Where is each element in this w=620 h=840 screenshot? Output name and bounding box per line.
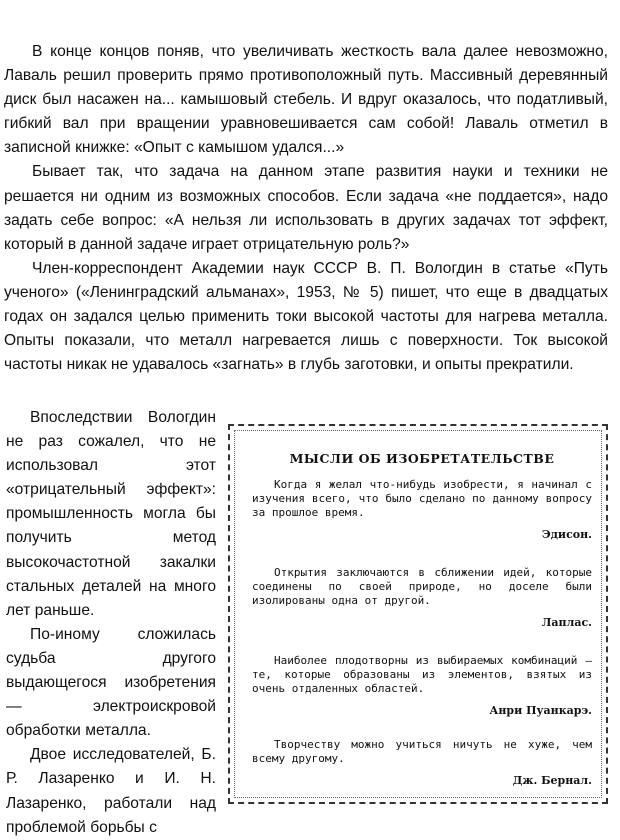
paragraph-lazarenko: Двое исследователей, Б. Р. Лазаренко и И. Н. Лазаренко, работали над проблемой борьбы с — [6, 746, 216, 836]
quote-author: Дж. Бернал. — [512, 774, 592, 787]
paragraph-vologdin-regret: Впоследствии Вологдин не раз сожалел, что не использовал этот «отрицательный эффект»: промышленность могла бы получить метод высокочастотной закалки стальных деталей на много лет раньше. — [6, 409, 216, 619]
quote-text: Творчеству можно учиться ничуть не хуже, чем всему другому. — [252, 738, 592, 765]
quote-laplace — [252, 566, 592, 630]
quote-box-title: МЫСЛИ ОБ ИЗОБРЕТАТЕЛЬСТВЕ — [289, 451, 555, 466]
quote-author: Эдисон. — [541, 528, 592, 541]
quote-box — [228, 424, 608, 804]
quote-edison — [252, 478, 592, 542]
paragraph-laval: В конце концов поняв, что увеличивать жесткость вала далее невозможно, Лаваль решил проверить прямо противоположный путь. Массивный деревянный диск был насажен на... камышовый стебель. И вдруг оказалось, что податливый, гибкий вал при вращении уравновешивается сам собой! Лаваль отметил в записной книжке: «Опыт с камышом удался...» — [4, 43, 608, 157]
main-text-block — [4, 40, 608, 377]
quote-author: Лаплас. — [541, 616, 592, 629]
paragraph-vologdin: Член-корреспондент Академии наук СССР В. П. Вологдин в статье «Путь ученого» («Ленинградский альманах», 1953, № 5) пишет, что еще в двадцатых годах он задался целью применить токи высокой частоты для нагрева металла. Опыты показали, что металл нагревается лишь с поверхности. Ток высокой частоты никак не удавалось «загнать» в глубь заготовки, и опыты прекратили. — [4, 259, 608, 374]
paragraph-electrospark: По-иному сложилась судьба другого выдающегося изобретения — электроискровой обработки металла. — [6, 625, 216, 740]
quote-bernal — [252, 738, 592, 788]
quote-author: Анри Пуанкарэ. — [489, 704, 592, 717]
left-column-text — [6, 406, 216, 840]
paragraph-problem-approach: Бывает так, что задача на данном этапе развития науки и техники не решается ни одним из возможных способов. Если задача «не поддается», надо задать себе вопрос: «А нельзя ли использовать в других задачах тот эффект, который в данной задаче играет отрицательную роль?» — [4, 163, 608, 253]
quote-text: Открытия заключаются в сближении идей, которые соединены по своей природе, но доселе были изолированы одна от другой. — [252, 566, 592, 607]
quote-text: Когда я желал что-нибудь изобрести, я начинал с изучения всего, что было сделано по данному вопросу за прошлое время. — [252, 478, 592, 519]
quote-poincare — [252, 654, 592, 718]
quote-text: Наиболее плодотворны из выбираемых комбинаций — те, которые образованы из элементов, взятых из очень отдаленных областей. — [252, 654, 592, 695]
